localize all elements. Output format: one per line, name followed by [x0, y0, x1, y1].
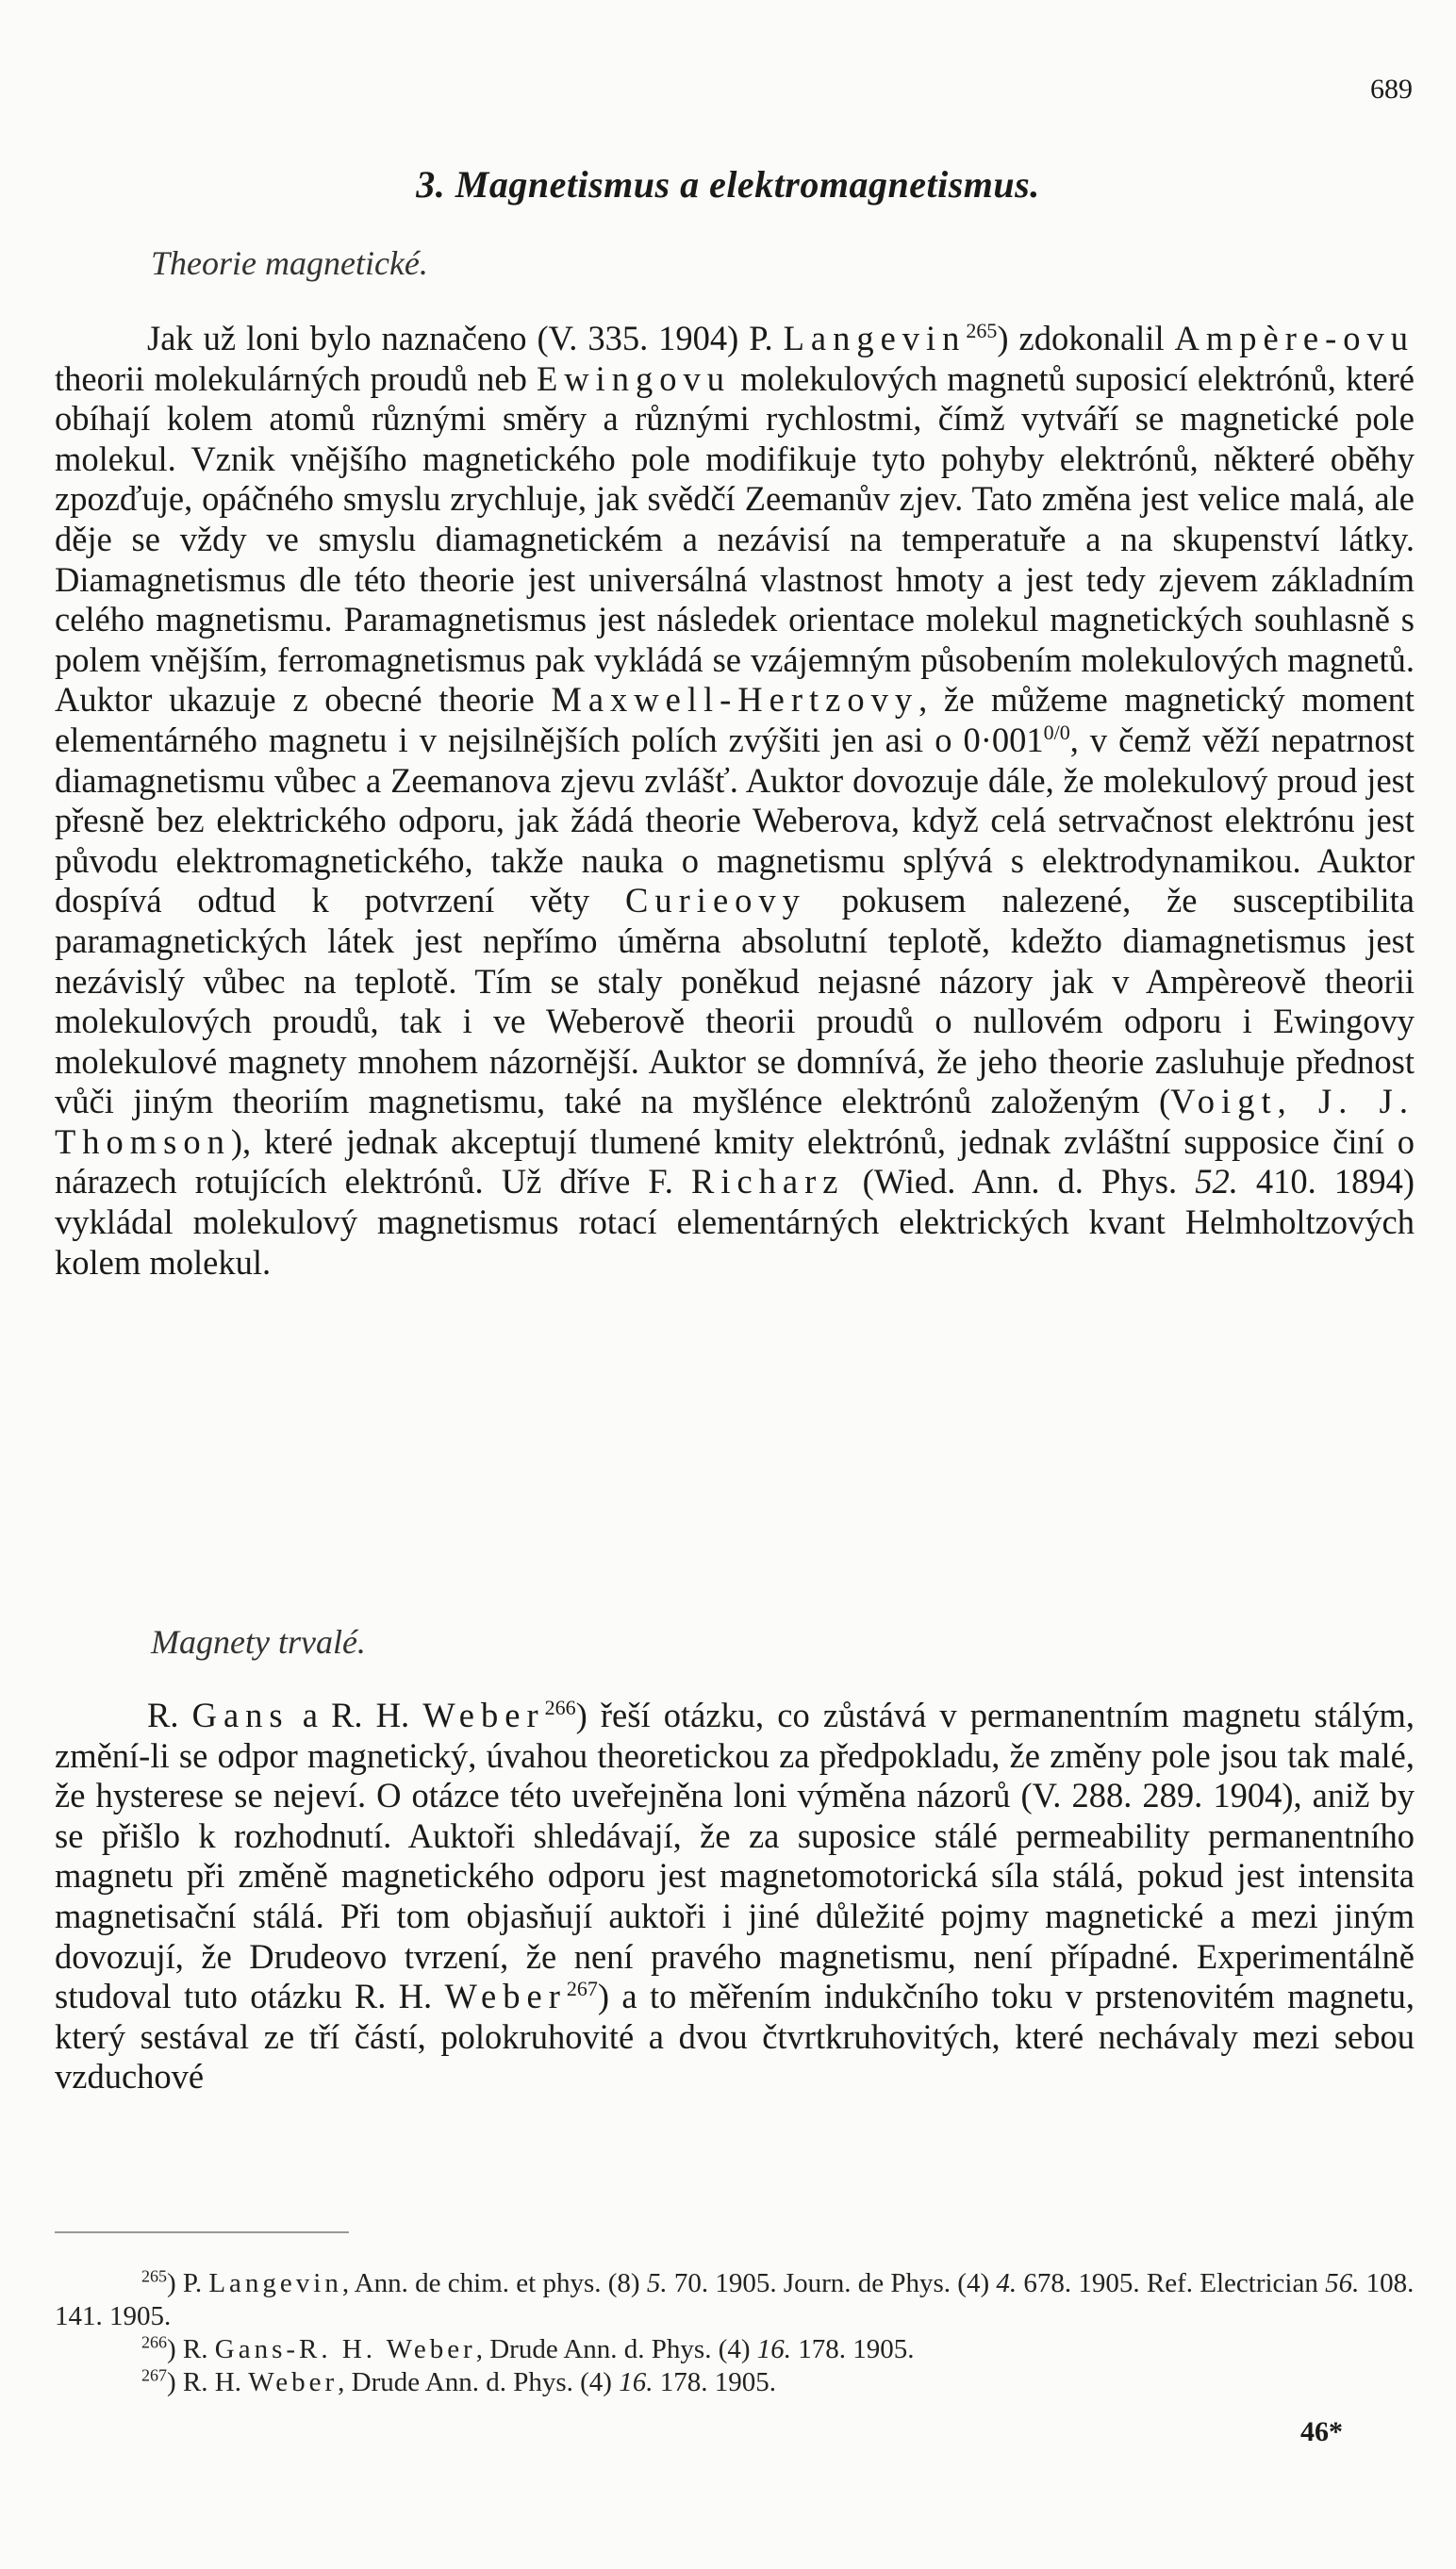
text-run: 678. 1905. Ref. Electrician	[1017, 2268, 1326, 2298]
page-number: 689	[1370, 74, 1413, 105]
author-name-weber: Weber	[422, 1696, 545, 1734]
paragraph-permanent-magnets	[55, 1696, 1415, 2097]
text-run: , v čemž věží nepatrnost diamagnetismu vůbec a Zeemanova zjevu zvlášť. Auktor dovozuje dále, že molekulový proud jest přesně bez elektrického odporu, jak žádá theorie Weberova, když celá setrvačnost elektrónu jest původu elektromagnetického, takže nauka o magnetismu splývá s elektrodynamikou. Auktor dospívá odtud k potvrzení věty	[55, 720, 1415, 920]
footnote-number: 265	[141, 2266, 167, 2286]
text-run: ) zdokonalil	[997, 319, 1175, 357]
paragraph-magnetic-theory	[55, 319, 1415, 1283]
text-run: ) řeší otázku, co zůstává v permanentním magnetu stálým, změní-li se odpor magnetický, úvahou theoretickou za předpokladu, že změny pole jsou tak malé, že hysterese se nejeví. O otázce této uveřejněna loni výměna názorů (V. 288. 289. 1904), aniž by se přišlo k rozhodnutí. Auktoři shledávají, že za suposice stálé permeability permanentního magnetu při změně magnetického odporu jest magnetomotorická síla stálá, pokud jest intensita magnetisační stálá. Při tom objasňují auktoři i jiné důležité pojmy magnetické a mezi jiným dovozují, že Drudeovo tvrzení, že není pravého magnetismu, není případné. Experimentálně studoval tuto otázku R. H.	[55, 1696, 1415, 2016]
text-run: , že můžeme magnetický moment elementárného magnetu i v nejsilnějších polích zvýšiti jen asi o 0·001	[55, 680, 1415, 759]
text-run: , Ann. de chim. et phys. (8)	[341, 2268, 647, 2298]
footnote-ref-265: 265	[966, 318, 998, 342]
footnote-number: 266	[141, 2332, 167, 2352]
text-run: molekulových magnetů suposicí elektrónů, které obíhají kolem atomů různými směry a různými rychlostmi, čímž vytváří se magnetické pole molekul. Vznik vnějšího magnetického pole modifikuje tyto pohyby elektrónů, některé oběhy zpozďuje, opáčného smyslu zrychluje, jak svědčí Zeemanův zjev. Tato změna jest velice malá, ale děje se vždy ve smyslu diamagnetickém a nezávisí na temperatuře a na skupenství látky. Diamagnetismus dle této theorie jest universálná vlastnost hmoty a jest tedy zjevem základním celého magnetismu. Paramagnetismus jest následek orientace molekul magnetických souhlasně s polem vnějším, ferromagnetismus pak vykládá se vzájemným působením molekulových magnetů. Auktor ukazuje z obecné theorie	[55, 358, 1415, 720]
text-run: theorii molekulárných proudů neb	[55, 358, 538, 398]
author-name-weber: Weber	[444, 1977, 567, 2016]
subsection-heading-permanent-magnets: Magnety trvalé.	[151, 1623, 366, 1661]
volume-number: 56.	[1325, 2268, 1360, 2298]
text-run: 70. 1905. Journ. de Phys. (4)	[667, 2268, 997, 2298]
author-name: Gans-R. H. Weber	[214, 2334, 476, 2364]
author-name-gans: Gans	[191, 1696, 290, 1734]
author-name-voigt-thomson: Voigt, J. J. Thomson	[55, 1082, 1415, 1161]
author-name-maxwell-hertz: Maxwell-Hertzovy	[551, 680, 919, 720]
text-run: 178. 1905.	[791, 2334, 915, 2364]
footnote-divider	[55, 2231, 349, 2233]
text-run: ) P.	[167, 2268, 209, 2298]
text-run: pokusem nalezené, že susceptibilita paramagnetických látek jest nepřímo úměrna absolutní teplotě, kdežto diamagnetismus jest nezávislý vůbec na teplotě. Tím se staly poněkud nejasné názory jak v Ampèreově theorii molekulových proudů, tak i ve Weberově theorii proudů o nullovém odporu i Ewingovy molekulové magnety mnohem názornější. Auktor se domnívá, že jeho theorie zasluhuje přednost vůči jiným theoriím magnetismu, také na myšlénce elektrónů založeným (	[55, 881, 1415, 1121]
text-run: ) R.	[167, 2334, 215, 2364]
signature-mark: 46*	[1300, 2416, 1343, 2447]
text-run: (Wied. Ann. d. Phys.	[844, 1162, 1196, 1202]
author-name: Langevin	[208, 2268, 342, 2298]
text-run: a R. H.	[289, 1696, 423, 1734]
author-name-langevin: Langevin	[783, 319, 967, 357]
text-run: 108. 141. 1905.	[55, 2268, 1415, 2331]
text-run: R.	[147, 1696, 192, 1734]
text-run: ) a to měřením indukčního toku v prstenovitém magnetu, který sestával ze tří částí, polokruhovité a dvou čtvrtkruhovitých, které nechávaly mezi sebou vzduchové	[55, 1977, 1415, 2097]
text-run: ), které jednak akceptují tlumené kmity elektrónů, jednak zvláštní supposice činí o nárazech rotujících elektrónů. Už dříve F.	[55, 1121, 1415, 1202]
volume-number: 52.	[1195, 1162, 1238, 1202]
volume-number: 5.	[646, 2268, 668, 2298]
subsection-heading-theory: Theorie magnetické.	[151, 244, 428, 282]
section-title: 3. Magnetismus a elektromagnetismus.	[416, 163, 1040, 206]
text-run: , Drude Ann. d. Phys. (4)	[338, 2367, 620, 2397]
text-run: 178. 1905.	[653, 2367, 776, 2397]
footnote-267	[55, 2366, 1415, 2399]
volume-number: 4.	[996, 2268, 1018, 2298]
text-run: Jak už loni bylo naznačeno (V. 335. 1904) P.	[147, 319, 784, 357]
footnote-number: 267	[141, 2365, 167, 2385]
percent-sign: 0/0	[1043, 720, 1070, 744]
footnote-ref-266: 266	[544, 1695, 576, 1719]
text-run: 410. 1894) vykládal molekulový magnetismus rotací elementárných elektrických kvant Helmholtzových kolem molekul.	[55, 1162, 1415, 1282]
author-name-ewing: Ewingovu	[537, 358, 732, 398]
text-run: ) R. H.	[167, 2367, 249, 2397]
author-name-richarz: Richarz	[691, 1162, 845, 1202]
footnote-265	[55, 2267, 1415, 2333]
footnote-ref-267: 267	[566, 1977, 598, 2000]
volume-number: 16.	[756, 2334, 792, 2364]
footnotes	[55, 2267, 1415, 2399]
footnote-266	[55, 2333, 1415, 2366]
author-name-curie: Curieovy	[625, 881, 806, 920]
author-name: Weber	[248, 2367, 339, 2397]
volume-number: 16.	[619, 2367, 654, 2397]
text-run: , Drude Ann. d. Phys. (4)	[475, 2334, 757, 2364]
author-name-ampere: Ampère-ovu	[1174, 319, 1415, 357]
